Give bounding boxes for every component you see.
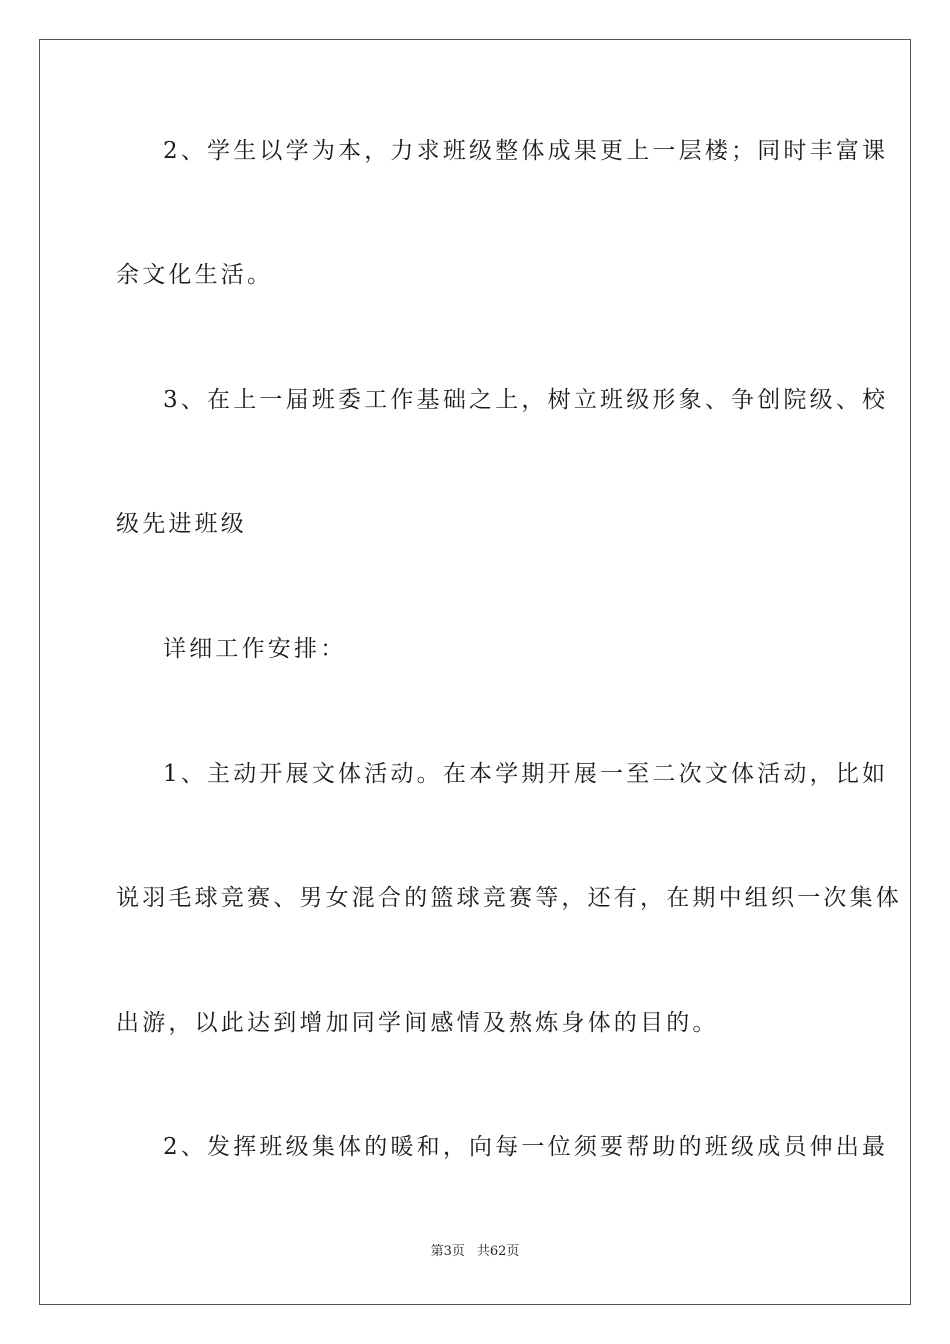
paragraph-line: 余文化生活。 bbox=[116, 262, 274, 288]
paragraph-line: 级先进班级 bbox=[116, 511, 247, 537]
page-footer bbox=[0, 1244, 950, 1260]
paragraph-line: 1、主动开展文体活动。在本学期开展一至二次文体活动，比如 bbox=[163, 761, 889, 787]
paragraph-line: 3、在上一届班委工作基础之上，树立班级形象、争创院级、校 bbox=[163, 387, 889, 413]
page-number: 第3页 bbox=[430, 1244, 465, 1259]
paragraph-line: 说羽毛球竞赛、男女混合的篮球竞赛等，还有，在期中组织一次集体 bbox=[116, 885, 902, 911]
paragraph-line: 2、发挥班级集体的暖和，向每一位须要帮助的班级成员伸出最 bbox=[163, 1134, 889, 1160]
section-heading: 详细工作安排： bbox=[163, 636, 347, 662]
paragraph-line: 2、学生以学为本，力求班级整体成果更上一层楼；同时丰富课 bbox=[163, 138, 889, 164]
paragraph-line: 出游，以此达到增加同学间感情及熬炼身体的目的。 bbox=[116, 1010, 719, 1036]
page-border bbox=[39, 39, 911, 1305]
page-total: 共62页 bbox=[476, 1244, 520, 1259]
